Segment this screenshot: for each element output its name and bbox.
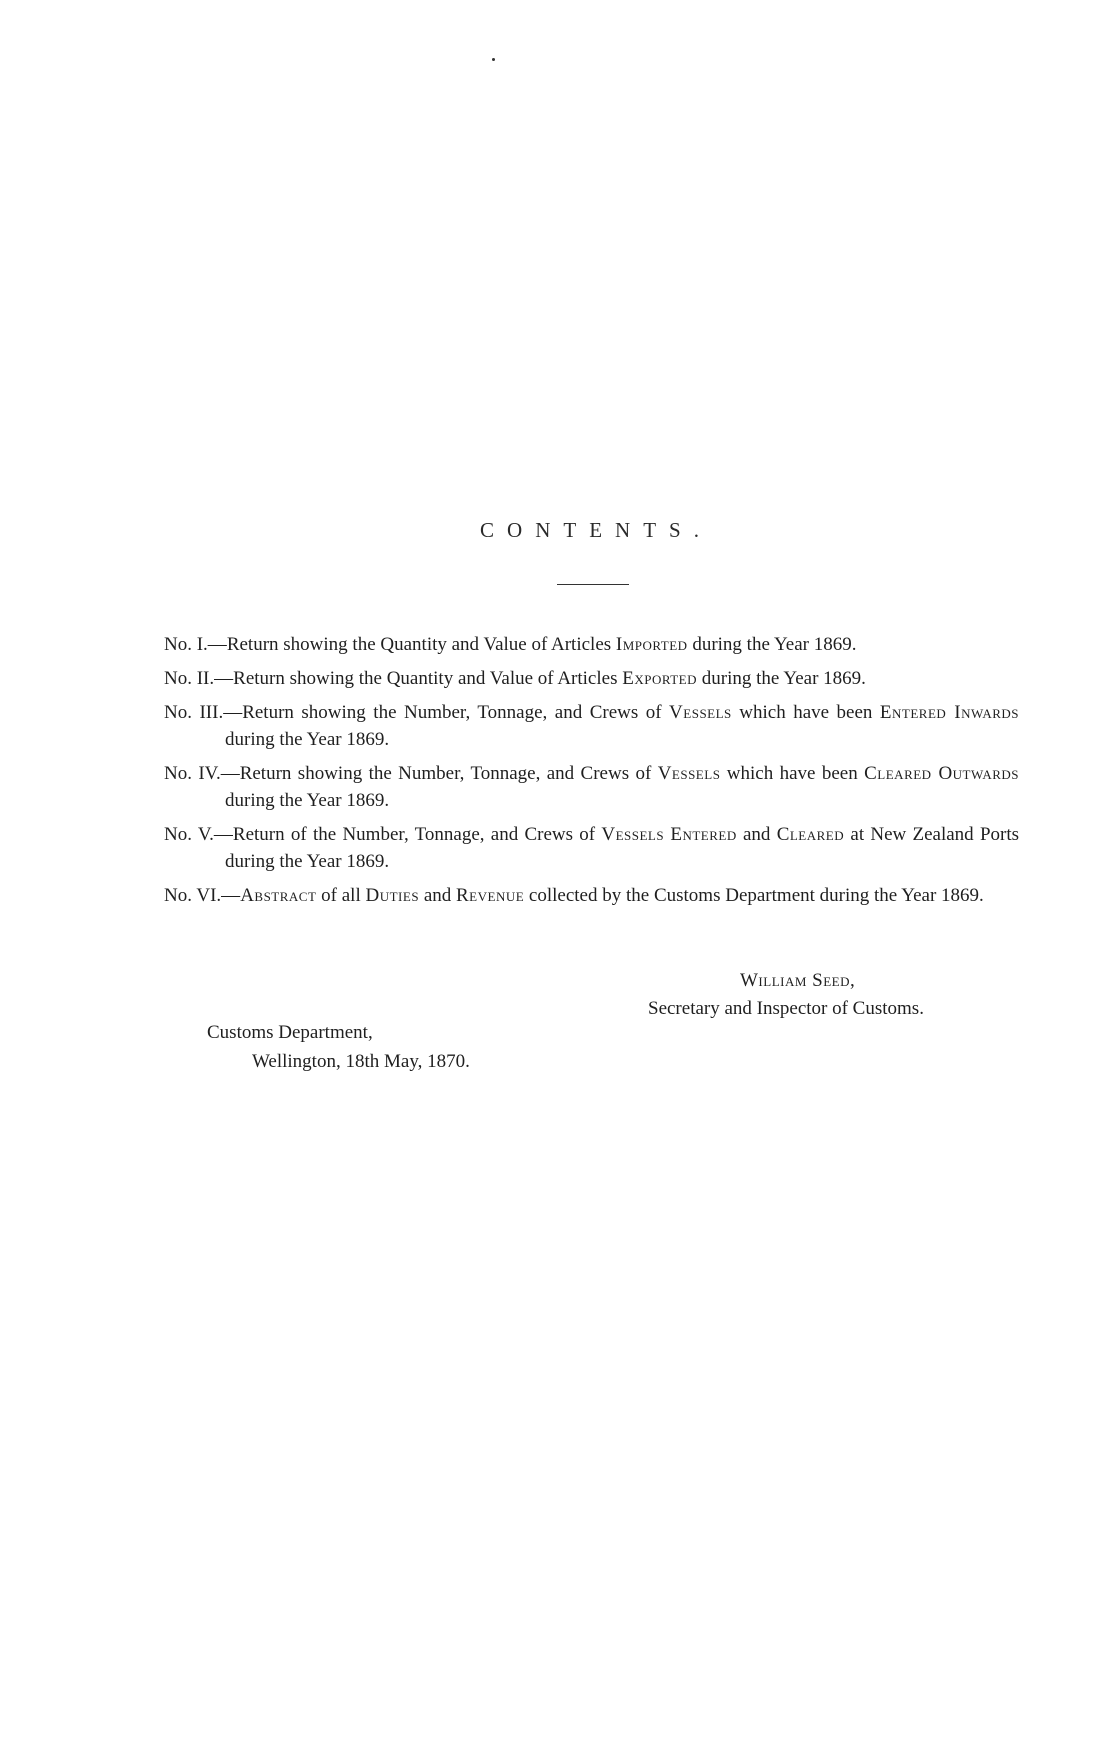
page-title: CONTENTS. [480,518,712,542]
entry-emphasis: Cleared [776,824,845,845]
contents-entry [164,882,1019,909]
entry-emphasis: Duties [365,885,420,906]
title-rule [557,584,629,585]
contents-list [164,631,1019,916]
contents-entry [164,821,1019,875]
entry-text: during the Year 1869. [697,668,866,689]
entry-text: which have been [731,702,880,723]
entry-text: during the Year 1869. [225,729,390,750]
entry-text: and [419,885,456,906]
entry-text: collected by the Customs Department during the Year 1869. [524,885,984,906]
entry-text: which have been [720,763,865,784]
entry-number: No. V.— [164,824,233,845]
contents-entry [164,665,1019,692]
entry-text: Return of the Number, Tonnage, and Crews of [232,824,602,845]
entry-emphasis: Vessels [669,702,732,723]
contents-entry [164,631,1019,658]
entry-number: No. IV.— [164,763,240,784]
entry-emphasis: Cleared Outwards [864,763,1020,784]
entry-emphasis: Exported [622,668,698,689]
entry-emphasis: Vessels [601,824,665,845]
entry-text: Return showing the Number, Tonnage, and Crews of [242,702,670,723]
entry-emphasis: Entered Inwards [879,702,1019,723]
ink-speck [492,58,495,61]
office-name: Customs Department, [207,1022,373,1043]
contents-entry [164,760,1019,814]
entry-text: and [736,824,777,845]
entry-text: during the Year 1869. [225,790,390,811]
entry-text: during the Year 1869. [687,634,857,655]
entry-emphasis: Entered [670,824,737,845]
entry-number: No. I.— [164,634,227,655]
date-line: Wellington, 18th May, 1870. [252,1051,470,1072]
entry-emphasis: Abstract [240,885,317,906]
entry-text: at New Zealand Ports during the Year 1869. [225,824,1020,872]
signatory-title: Secretary and Inspector of Customs. [648,998,924,1019]
entry-text: Return showing the Number, Tonnage, and Crews of [239,763,658,784]
place-date-block [207,1018,607,1076]
signatory-name: William Seed, [740,970,856,991]
signature-block [648,967,978,1023]
contents-entry [164,699,1019,753]
entry-text: Return showing the Quantity and Value of Articles [233,668,623,689]
entry-emphasis: Vessels [657,763,721,784]
entry-number: No. II.— [164,668,234,689]
entry-emphasis: Revenue [456,885,525,906]
entry-text: of all [316,885,366,906]
entry-number: No. III.— [164,702,243,723]
entry-text: Return showing the Quantity and Value of Articles [226,634,616,655]
entry-emphasis: Imported [615,634,688,655]
entry-number: No. VI.— [164,885,241,906]
